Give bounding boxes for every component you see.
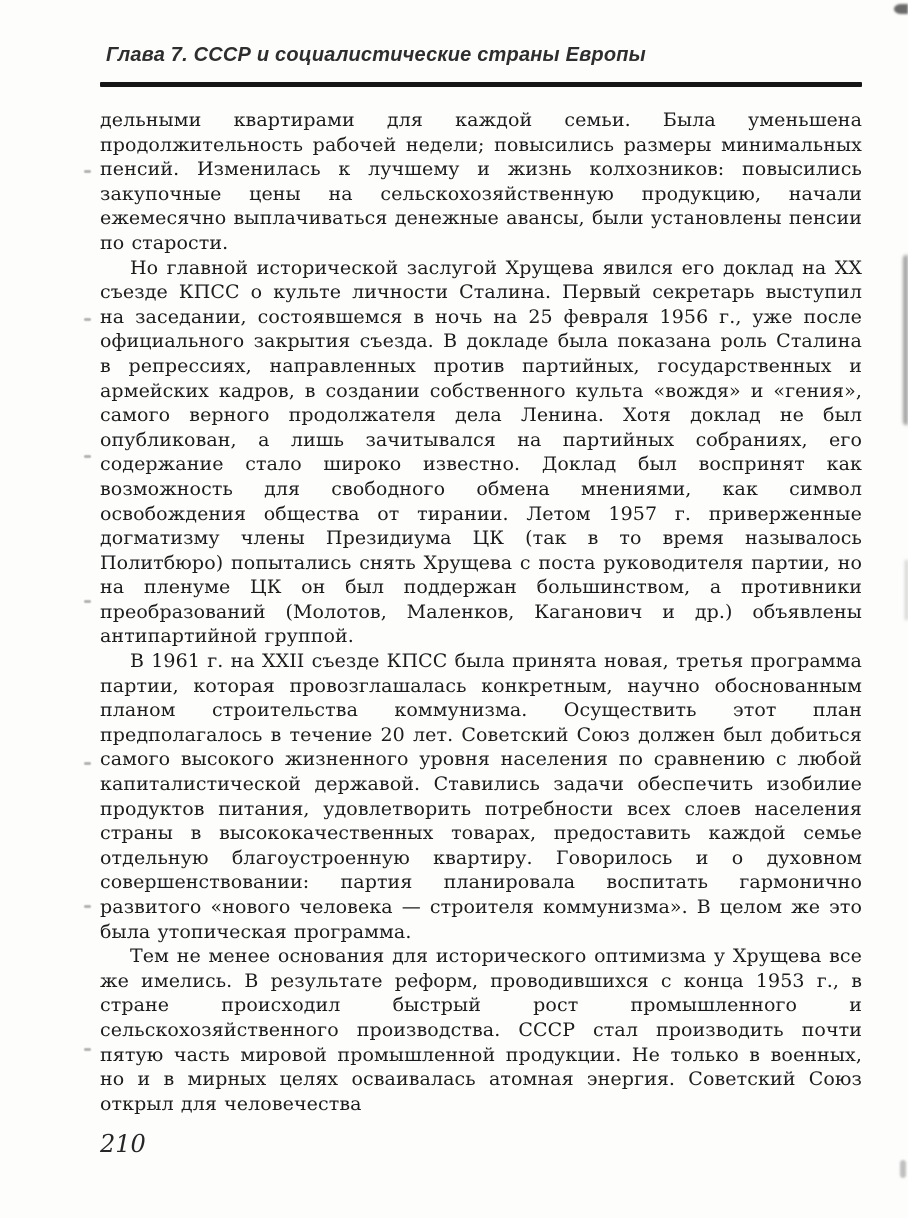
- chapter-header: Глава 7. СССР и социалистические страны Европы: [106, 44, 646, 66]
- scan-artifact: [84, 170, 91, 173]
- page-number: 210: [100, 1130, 146, 1158]
- paragraph: Тем не менее основания для исторического оптимизма у Хрущева все же имелись. В результате реформ, проводившихся с конца 1953 г., в стране происходил быстрый рост промышленного и сельскохозяйственного производства. СССР стал производить почти пятую часть мировой промышленной продукции. Не только в военных, но и в мирных целях осваивалась атомная энергия. Советский Союз открыл для человечества: [100, 945, 862, 1115]
- scan-artifact: [84, 318, 91, 321]
- scan-artifact: [903, 255, 908, 425]
- body-text: [100, 108, 862, 1116]
- scan-artifact: [900, 1160, 906, 1178]
- scan-artifact: [84, 600, 91, 603]
- scan-artifact: [84, 1048, 91, 1051]
- scan-artifact: [84, 905, 91, 908]
- scan-artifact: [84, 762, 91, 765]
- paragraph-continuation: дельными квартирами для каждой семьи. Была уменьшена продолжительность рабочей недели; повысились размеры минимальных пенсий. Изменилась к лучшему и жизнь колхозников: повысились закупочные цены на сельскохозяйственную продукцию, начали ежемесячно выплачиваться денежные авансы, были установлены пенсии по старости.: [100, 109, 862, 254]
- paragraph: В 1961 г. на XXII съезде КПСС была принята новая, третья программа партии, которая провозглашалась конкретным, научно обоснованным планом строительства коммунизма. Осуществить этот план предполагалось в течение 20 лет. Советский Союз должен был добиться самого высокого жизненного уровня населения по сравнению с любой капиталистической державой. Ставились задачи обеспечить изобилие продуктов питания, удовлетворить потребности всех слоев населения страны в высококачественных товарах, предоставить каждой семье отдельную благоустроенную квартиру. Говорилось и о духовном совершенствовании: партия планировала воспитать гармонично развитого «нового человека — строителя коммунизма». В целом же это была утопическая программа.: [100, 650, 862, 943]
- header-rule: [100, 82, 862, 87]
- scan-artifact: [84, 455, 91, 458]
- paragraph: Но главной исторической заслугой Хрущева явился его доклад на XX съезде КПСС о культе личности Сталина. Первый секретарь выступил на заседании, состоявшемся в ночь на 25 февраля 1956 г., уже после официального закрытия съезда. В докладе была показана роль Сталина в репрессиях, направленных против партийных, государственных и армейских кадров, в создании собственного культа «вождя» и «гения», самого верного продолжателя дела Ленина. Хотя доклад не был опубликован, а лишь зачитывался на партийных собраниях, его содержание стало широко известно. Доклад был воспринят как возможность для свободного обмена мнениями, как символ освобождения общества от тирании. Летом 1957 г. приверженные догматизму члены Президиума ЦК (так в то время называлось Политбюро) попытались снять Хрущева с поста руководителя партии, но на пленуме ЦК он был поддержан большинством, а противники преобразований (Молотов, Маленков, Каганович и др.) объявлены антипартийной группой.: [100, 256, 862, 648]
- scan-artifact: [894, 4, 908, 14]
